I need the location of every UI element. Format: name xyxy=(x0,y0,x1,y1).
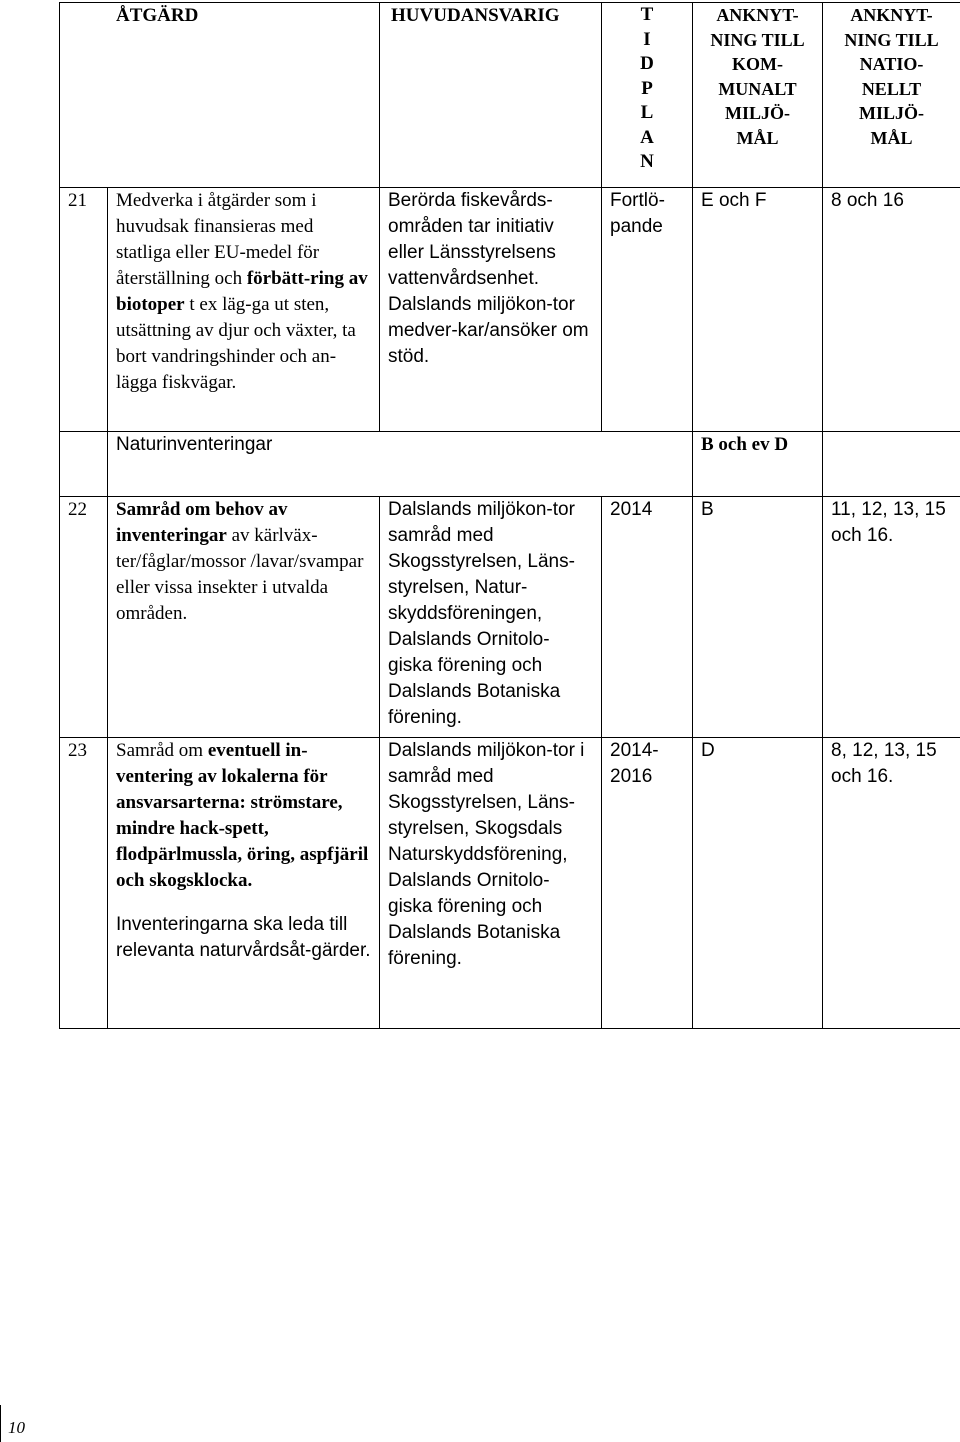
section-heading-row xyxy=(60,432,960,497)
table-row xyxy=(60,497,960,738)
page-margin-line xyxy=(0,1405,1,1442)
action-table xyxy=(59,2,960,1029)
national-goal-text: 8, 12, 13, 15 och 16. xyxy=(823,738,960,1029)
responsible-text: Dalslands miljökon-tor i samråd med Skogsstyrelsen, Läns-styrelsen, Skogsdals Naturskyddsförening, Dalslands Ornitolo-giska förening och Dalslands Botaniska förening. xyxy=(380,738,602,1029)
row-number: 23 xyxy=(60,738,108,1029)
section-municipal-goal: B och ev D xyxy=(693,432,823,497)
responsible-text: Dalslands miljökon-tor samråd med Skogsstyrelsen, Läns-styrelsen, Natur-skyddsföreningen, Dalslands Ornitolo-giska förening och Dalslands Botaniska förening. xyxy=(380,497,602,738)
row-number: 22 xyxy=(60,497,108,738)
action-text: Samråd om behov av inventeringar av kärlväx-ter/fåglar/mossor /lavar/svampar eller vissa insekter i utvalda områden. xyxy=(108,497,380,738)
header-nationellt-miljomal: ANKNYT- NING TILL NATIO- NELLT MILJÖ- MÅL xyxy=(823,3,960,188)
action-text: Samråd om eventuell in-ventering av lokalerna för ansvarsarterna: strömstare, mindre hack-spett, flodpärlmussla, öring, aspfjäril och skogsklocka. Inventeringarna ska leda till relevanta naturvårdsåt-gärder. xyxy=(108,738,380,1029)
timeplan-text: 2014 xyxy=(602,497,693,738)
table-row xyxy=(60,188,960,432)
header-atgard: ÅTGÄRD xyxy=(60,3,380,188)
municipal-goal-text: B xyxy=(693,497,823,738)
table-row xyxy=(60,738,960,1029)
header-kommunalt-miljomal: ANKNYT- NING TILL KOM- MUNALT MILJÖ- MÅL xyxy=(693,3,823,188)
national-goal-text: 11, 12, 13, 15 och 16. xyxy=(823,497,960,738)
section-heading: Naturinventeringar xyxy=(108,432,693,497)
header-huvudansvarig: HUVUDANSVARIG xyxy=(380,3,602,188)
action-text: Medverka i åtgärder som i huvudsak finansieras med statliga eller EU-medel för återställning och förbätt-ring av biotoper t ex läg-ga ut sten, utsättning av djur och växter, ta bort vandringshinder och an-lägga fiskvägar. xyxy=(108,188,380,432)
timeplan-text: Fortlö-pande xyxy=(602,188,693,432)
responsible-text: Berörda fiskevårds-områden tar initiativ eller Länsstyrelsens vattenvårdsenhet. Dalslands miljökon-tor medver-kar/ansöker om stöd. xyxy=(380,188,602,432)
header-tidplan: T I D P L A N xyxy=(602,3,693,188)
page-number: 10 xyxy=(8,1418,25,1437)
table-header-row xyxy=(60,3,960,188)
national-goal-text: 8 och 16 xyxy=(823,188,960,432)
timeplan-text: 2014-2016 xyxy=(602,738,693,1029)
municipal-goal-text: D xyxy=(693,738,823,1029)
municipal-goal-text: E och F xyxy=(693,188,823,432)
row-number: 21 xyxy=(60,188,108,432)
